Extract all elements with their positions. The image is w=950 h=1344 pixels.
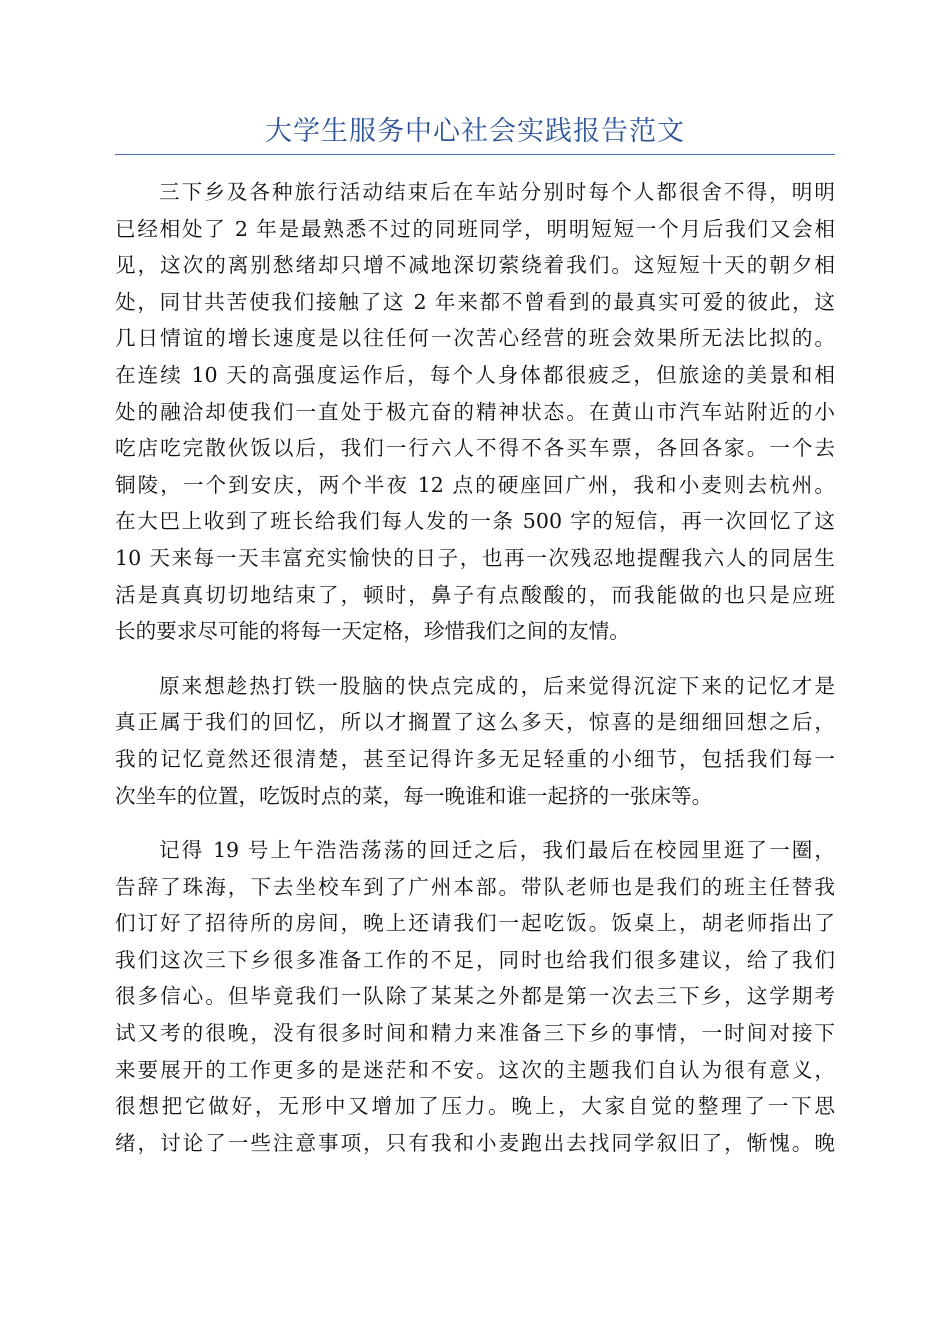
text-line: 处，同甘共苦使我们接触了这 2 年来都不曾看到的最真实可爱的彼此，这 bbox=[115, 289, 835, 314]
text-line: 我们这次三下乡很多准备工作的不足，同时也给我们很多建议，给了我们 bbox=[115, 947, 835, 972]
text-line: 记得 19 号上午浩浩荡荡的回迁之后，我们最后在校园里逛了一圈， bbox=[159, 838, 835, 863]
text-line: 长的要求尽可能的将每一天定格，珍惜我们之间的友情。 bbox=[115, 619, 630, 644]
text-line: 原来想趁热打铁一股脑的快点完成的，后来觉得沉淀下来的记忆才是 bbox=[159, 673, 835, 698]
document-title: 大学生服务中心社会实践报告范文 bbox=[265, 116, 685, 147]
text-line: 很多信心。但毕竟我们一队除了某某之外都是第一次去三下乡，这学期考 bbox=[115, 984, 835, 1009]
text-line: 处的融洽却使我们一直处于极亢奋的精神状态。在黄山市汽车站附近的小 bbox=[115, 399, 835, 424]
text-line: 次坐车的位置，吃饭时点的菜，每一晚谁和谁一起挤的一张床等。 bbox=[115, 783, 713, 808]
text-line: 们订好了招待所的房间，晚上还请我们一起吃饭。饭桌上，胡老师指出了 bbox=[115, 911, 835, 936]
text-line: 吃店吃完散伙饭以后，我们一行六人不得不各买车票，各回各家。一个去 bbox=[115, 436, 835, 461]
text-line: 来要展开的工作更多的是迷茫和不安。这次的主题我们自认为很有意义， bbox=[115, 1057, 835, 1082]
text-line: 10 天来每一天丰富充实愉快的日子，也再一次残忍地提醒我六人的同居生 bbox=[115, 545, 835, 570]
paragraph-3 bbox=[115, 832, 835, 1161]
text-line: 绪，讨论了一些注意事项，只有我和小麦跑出去找同学叙旧了，惭愧。晚 bbox=[115, 1130, 835, 1155]
text-line: 已经相处了 2 年是最熟悉不过的同班同学，明明短短一个月后我们又会相 bbox=[115, 216, 835, 241]
paragraph-2 bbox=[115, 668, 835, 814]
document-body bbox=[115, 174, 835, 1179]
text-line: 铜陵，一个到安庆，两个半夜 12 点的硬座回广州，我和小麦则去杭州。 bbox=[115, 472, 835, 497]
title-underline bbox=[115, 154, 835, 155]
text-line: 真正属于我们的回忆，所以才搁置了这么多天，惊喜的是细细回想之后， bbox=[115, 710, 835, 735]
text-line: 我的记忆竟然还很清楚，甚至记得许多无足轻重的小细节，包括我们每一 bbox=[115, 746, 835, 771]
paragraph-1 bbox=[115, 174, 835, 650]
text-line: 在大巴上收到了班长给我们每人发的一条 500 字的短信，再一次回忆了这 bbox=[115, 509, 835, 534]
text-line: 在连续 10 天的高强度运作后，每个人身体都很疲乏，但旅途的美景和相 bbox=[115, 362, 835, 387]
text-line: 活是真真切切地结束了，顿时，鼻子有点酸酸的，而我能做的也只是应班 bbox=[115, 582, 835, 607]
text-line: 告辞了珠海，下去坐校车到了广州本部。带队老师也是我们的班主任替我 bbox=[115, 874, 835, 899]
text-line: 试又考的很晚，没有很多时间和精力来准备三下乡的事情，一时间对接下 bbox=[115, 1021, 835, 1046]
text-line: 见，这次的离别愁绪却只增不减地深切萦绕着我们。这短短十天的朝夕相 bbox=[115, 253, 835, 278]
text-line: 几日情谊的增长速度是以往任何一次苦心经营的班会效果所无法比拟的。 bbox=[115, 326, 835, 351]
text-line: 三下乡及各种旅行活动结束后在车站分别时每个人都很舍不得，明明 bbox=[159, 180, 835, 204]
text-line: 很想把它做好，无形中又增加了压力。晚上，大家自觉的整理了一下思 bbox=[115, 1094, 835, 1119]
